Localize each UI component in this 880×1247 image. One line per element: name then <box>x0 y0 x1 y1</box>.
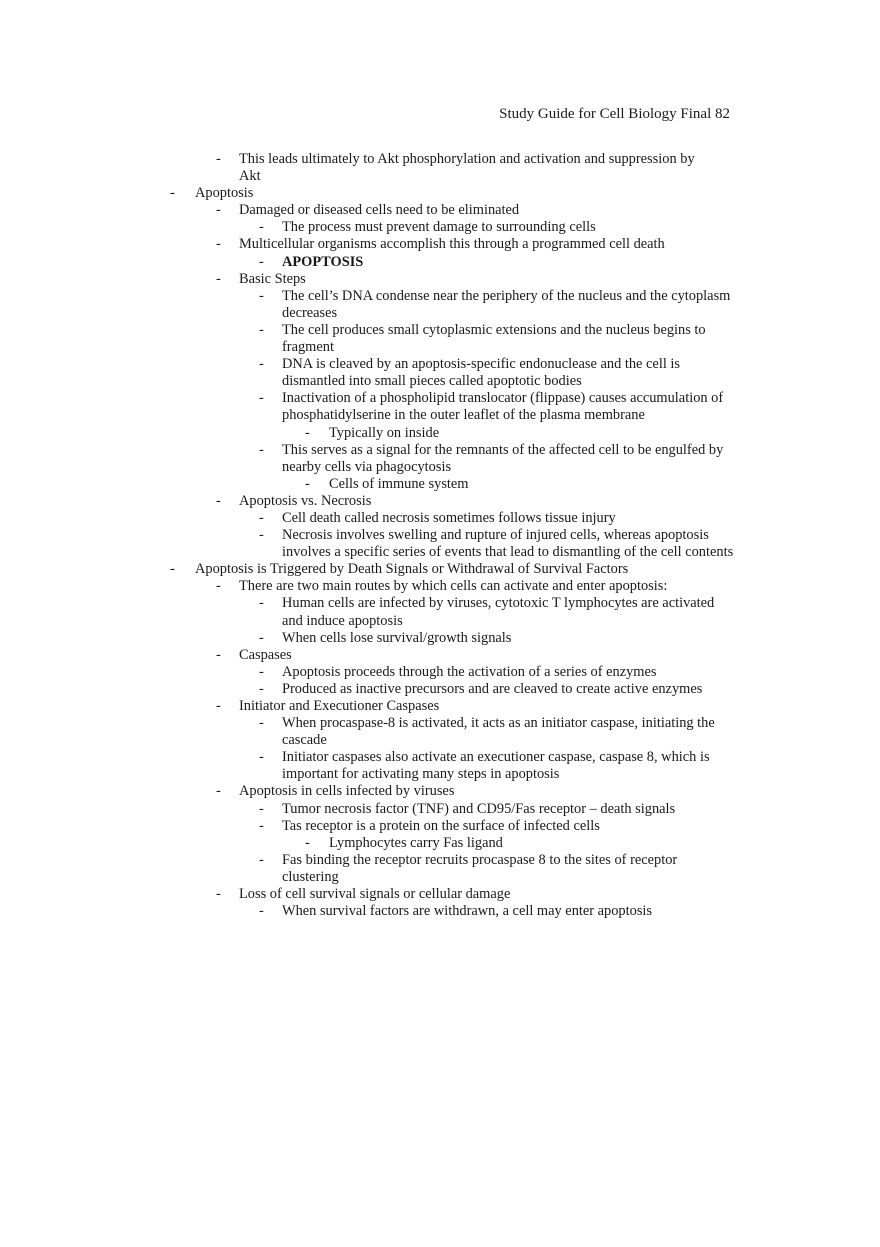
bullet-dash: - <box>259 663 264 680</box>
outline-item-text: There are two main routes by which cells can activate and enter apoptosis: <box>239 578 668 595</box>
outline-item <box>0 322 880 356</box>
bullet-dash: - <box>216 578 221 595</box>
outline-item <box>0 254 880 271</box>
bullet-dash: - <box>259 287 264 304</box>
bullet-dash: - <box>259 509 264 526</box>
outline-item <box>0 664 880 681</box>
outline-item-text: Tas receptor is a protein on the surface of infected cells <box>282 817 600 834</box>
outline-item <box>0 698 880 715</box>
bullet-dash: - <box>259 321 264 338</box>
outline-item-text: Cell death called necrosis sometimes follows tissue injury <box>282 509 616 526</box>
outline-item-text: Apoptosis <box>195 185 254 202</box>
bullet-dash: - <box>170 185 175 202</box>
bullet-dash: - <box>216 646 221 663</box>
outline-item <box>0 630 880 647</box>
bullet-dash: - <box>259 715 264 732</box>
bullet-dash: - <box>259 527 264 544</box>
bullet-dash: - <box>216 202 221 219</box>
outline-item-text: Apoptosis vs. Necrosis <box>239 492 372 509</box>
outline-item <box>0 852 880 886</box>
outline-item <box>0 818 880 835</box>
outline-item-text: The cell produces small cytoplasmic extensions and the nucleus begins to fragment <box>282 321 706 356</box>
outline-item <box>0 425 880 442</box>
bullet-dash: - <box>216 886 221 903</box>
outline-item-text: When survival factors are withdrawn, a cell may enter apoptosis <box>282 903 653 920</box>
outline-item-text: Inactivation of a phospholipid translocator (flippase) causes accumulation of phosphatidylserine in the outer leaflet of the plasma membrane <box>282 390 724 424</box>
outline-item-text: Initiator caspases also activate an executioner caspase, caspase 8, which is important for activating many steps in apoptosis <box>282 749 710 783</box>
outline-item-text: Apoptosis proceeds through the activation of a series of enzymes <box>282 663 657 680</box>
outline-item <box>0 835 880 852</box>
outline-item <box>0 903 880 920</box>
outline-item <box>0 271 880 288</box>
outline-item <box>0 219 880 236</box>
outline-item <box>0 715 880 749</box>
bullet-dash: - <box>259 441 264 458</box>
outline-item-text: When cells lose survival/growth signals <box>282 629 512 646</box>
outline-item <box>0 202 880 219</box>
bullet-dash: - <box>259 253 264 270</box>
bullet-dash: - <box>216 151 221 167</box>
outline-item <box>0 288 880 322</box>
bullet-dash: - <box>216 236 221 253</box>
outline-item <box>0 595 880 629</box>
bullet-dash: - <box>305 475 310 492</box>
outline-item-text: The cell’s DNA condense near the periphery of the nucleus and the cytoplasm decreases <box>282 287 731 321</box>
outline-item <box>0 749 880 783</box>
outline-item <box>0 527 880 561</box>
bullet-dash: - <box>259 749 264 766</box>
bullet-dash: - <box>259 800 264 817</box>
outline-item-text: This leads ultimately to Akt phosphorylation and activation and suppression by Akt <box>239 151 695 185</box>
outline-item <box>0 681 880 698</box>
bullet-dash: - <box>216 270 221 287</box>
outline-item-text: The process must prevent damage to surrounding cells <box>282 219 596 236</box>
outline-item-text: Fas binding the receptor recruits procaspase 8 to the sites of receptor clustering <box>282 851 678 885</box>
page-header: Study Guide for Cell Biology Final 82 <box>499 106 730 122</box>
bullet-dash: - <box>259 851 264 868</box>
bullet-dash: - <box>259 390 264 407</box>
outline-item <box>0 356 880 390</box>
bullet-dash: - <box>259 629 264 646</box>
outline-item-text: Human cells are infected by viruses, cytotoxic T lymphocytes are activated and induce apoptosis <box>282 595 715 629</box>
outline-item-text: Lymphocytes carry Fas ligand <box>329 834 503 851</box>
outline-item <box>0 886 880 903</box>
outline-item <box>0 390 880 424</box>
outline-item <box>0 578 880 595</box>
bullet-dash: - <box>259 680 264 697</box>
outline-item-text: This serves as a signal for the remnants of the affected cell to be engulfed by nearby cells via phagocytosis <box>282 441 724 475</box>
bullet-dash: - <box>259 356 264 373</box>
outline-item <box>0 476 880 493</box>
bullet-dash: - <box>259 903 264 920</box>
outline-item <box>0 151 880 185</box>
bullet-dash: - <box>216 698 221 714</box>
bullet-dash: - <box>259 219 264 236</box>
outline-item-text: Loss of cell survival signals or cellular damage <box>239 886 511 903</box>
outline-body <box>0 151 880 920</box>
bullet-dash: - <box>170 561 175 578</box>
bullet-dash: - <box>259 817 264 834</box>
outline-item-text: Initiator and Executioner Caspases <box>239 698 440 714</box>
outline-item <box>0 783 880 800</box>
outline-item-text: Caspases <box>239 646 292 663</box>
outline-item <box>0 801 880 818</box>
outline-item-text: Damaged or diseased cells need to be eliminated <box>239 202 520 219</box>
bullet-dash: - <box>305 834 310 851</box>
outline-item-text: APOPTOSIS <box>282 253 364 270</box>
outline-item-text: Necrosis involves swelling and rupture of injured cells, whereas apoptosis involves a specific series of events that lead to dismantling of the cell contents <box>282 527 734 561</box>
bullet-dash: - <box>216 783 221 800</box>
outline-item-text: DNA is cleaved by an apoptosis-specific endonuclease and the cell is dismantled into small pieces called apoptotic bodies <box>282 356 681 390</box>
outline-item-text: Tumor necrosis factor (TNF) and CD95/Fas receptor – death signals <box>282 800 676 817</box>
outline-item <box>0 647 880 664</box>
outline-item-text: Apoptosis in cells infected by viruses <box>239 783 455 800</box>
outline-item-text: Cells of immune system <box>329 475 469 492</box>
outline-item-text: When procaspase-8 is activated, it acts as an initiator caspase, initiating the cascade <box>282 715 715 749</box>
outline-item <box>0 442 880 476</box>
outline-item <box>0 510 880 527</box>
outline-item <box>0 561 880 578</box>
outline-item-text: Multicellular organisms accomplish this through a programmed cell death <box>239 236 665 253</box>
bullet-dash: - <box>305 424 310 441</box>
bullet-dash: - <box>216 492 221 509</box>
outline-item-text: Produced as inactive precursors and are cleaved to create active enzymes <box>282 680 703 697</box>
bullet-dash: - <box>259 595 264 612</box>
outline-item-text: Apoptosis is Triggered by Death Signals or Withdrawal of Survival Factors <box>195 561 629 578</box>
outline-item-text: Typically on inside <box>329 424 440 441</box>
outline-item-text: Basic Steps <box>239 270 306 287</box>
outline-item <box>0 493 880 510</box>
outline-item <box>0 185 880 202</box>
outline-item <box>0 236 880 253</box>
